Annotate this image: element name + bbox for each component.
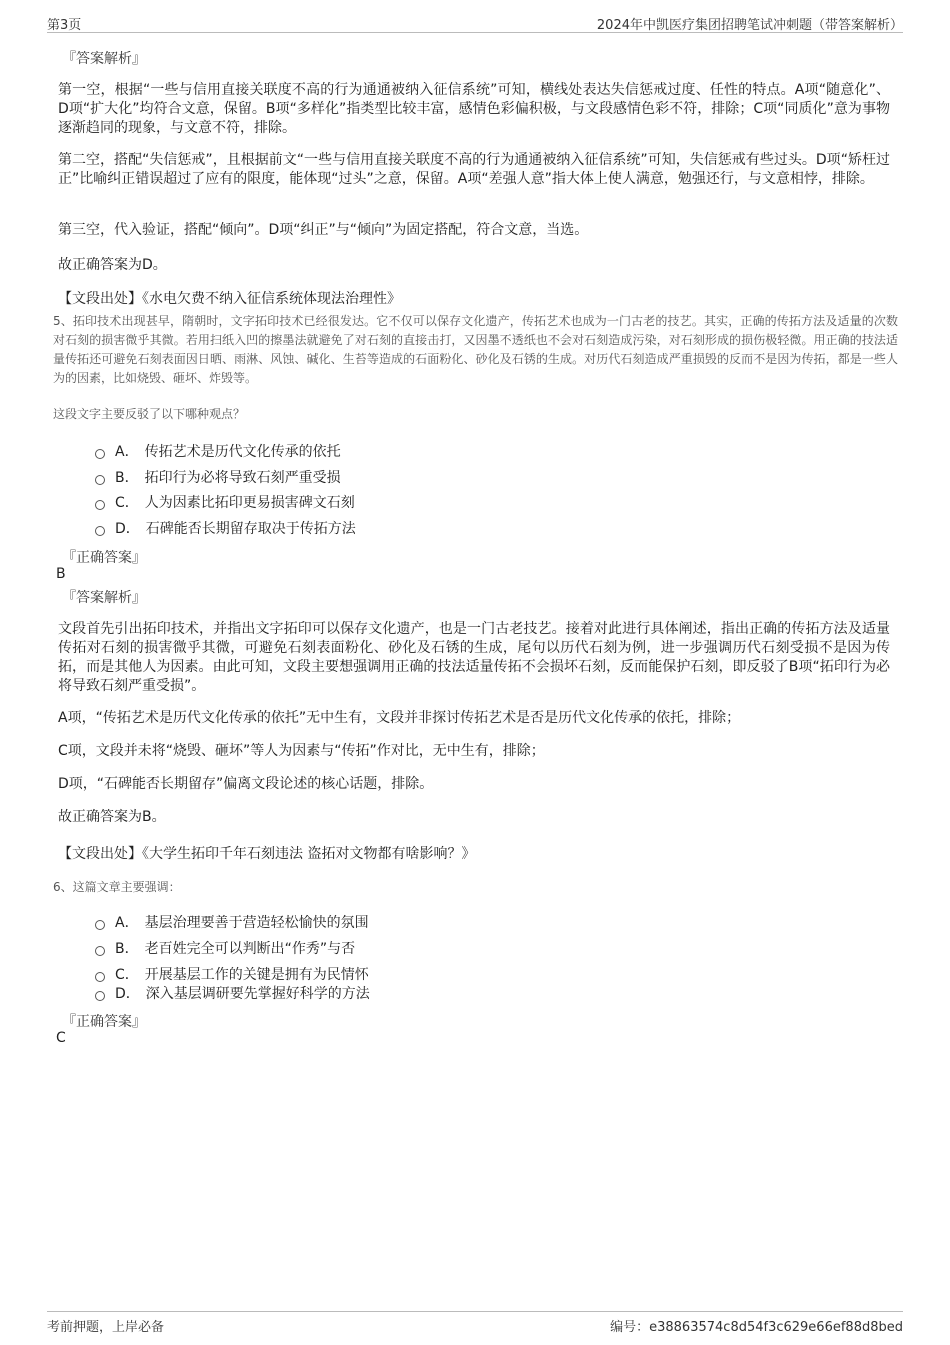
correct-answer-label: 『正确答案』 bbox=[62, 550, 146, 566]
question-text: 5、拓印技术出现甚早，隋朝时，文字拓印技术已经很发达。它不仅可以保存文化遗产，传拓艺术也成为一门古老的技艺。其实，正确的传拓方法及适量的次数对石刻的损害微乎其微。若用扫纸入凹的擦墨法就避免了对石刻的直接击打，又因墨不透纸也不会对石刻造成污染，对石刻形成的损伤极轻微。用正确的技法适量传拓还可避免石刻表面因日晒、雨淋、风蚀、碱化、生苔等造成的石面粉化、砂化及石锈的生成。对历代石刻造成严重损毁的反而不是因为传拓，都是一些人为的因素，比如烧毁、砸坏、炸毁等。 bbox=[53, 314, 898, 385]
option-letter: D． bbox=[115, 521, 140, 537]
radio-icon[interactable] bbox=[95, 449, 105, 459]
radio-icon[interactable] bbox=[95, 972, 105, 982]
option-letter: D． bbox=[115, 986, 140, 1002]
option-letter: B． bbox=[115, 941, 139, 957]
document-title: 2024年中凯医疗集团招聘笔试冲刺题（带答案解析） bbox=[596, 18, 903, 33]
option-a[interactable] bbox=[95, 441, 341, 461]
option-letter: A． bbox=[115, 915, 139, 931]
analysis-paragraph: C项，文段并未将“烧毁、砸坏”等人为因素与“传拓”作对比，无中生有，排除； bbox=[58, 743, 545, 759]
option-c[interactable] bbox=[95, 492, 355, 512]
option-letter: B． bbox=[115, 470, 139, 486]
option-text: 老百姓完全可以判断出“作秀”与否 bbox=[144, 941, 356, 957]
radio-icon[interactable] bbox=[95, 991, 105, 1001]
analysis-paragraph: D项，“石碑能否长期留存”偏离文段论述的核心话题，排除。 bbox=[58, 776, 434, 792]
analysis-paragraph: 第三空，代入验证，搭配“倾向”。D项“纠正”与“倾向”为固定搭配，符合文意，当选。 bbox=[58, 222, 589, 238]
option-text: 开展基层工作的关键是拥有为民情怀 bbox=[144, 967, 369, 983]
correct-answer: B bbox=[56, 566, 66, 582]
option-a[interactable] bbox=[95, 912, 369, 932]
option-text: 人为因素比拓印更易损害碑文石刻 bbox=[144, 495, 355, 511]
option-letter: C． bbox=[115, 967, 139, 983]
footer-slogan: 考前押题，上岸必备 bbox=[47, 1320, 165, 1335]
option-d[interactable] bbox=[95, 518, 356, 538]
option-c[interactable] bbox=[95, 964, 369, 984]
question-text: 6、这篇文章主要强调： bbox=[53, 880, 181, 894]
radio-icon[interactable] bbox=[95, 946, 105, 956]
analysis-label: 『答案解析』 bbox=[62, 51, 146, 67]
question-prompt: 这段文字主要反驳了以下哪种观点？ bbox=[53, 407, 246, 421]
option-letter: A． bbox=[115, 444, 139, 460]
option-text: 基层治理要善于营造轻松愉快的氛围 bbox=[144, 915, 369, 931]
analysis-paragraph: 第一空，根据“一些与信用直接关联度不高的行为通通被纳入征信系统”可知，横线处表达失信惩戒过度、任性的特点。A项“随意化”、D项“扩大化”均符合文意，保留。B项“多样化”指类型比较丰富，感情色彩偏积极，与文段感情色彩不符，排除；C项“同质化”意为事物逐渐趋同的现象，与文意不符，排除。 bbox=[58, 82, 890, 136]
source-citation: 【文段出处】《水电欠费不纳入征信系统体现法治理性》 bbox=[58, 291, 401, 307]
page-header bbox=[47, 10, 903, 33]
option-d[interactable] bbox=[95, 983, 370, 1003]
analysis-conclusion: 故正确答案为D。 bbox=[58, 257, 167, 273]
document-code: 编号：e38863574c8d54f3c629e66ef88d8bed bbox=[610, 1320, 903, 1335]
option-b[interactable] bbox=[95, 938, 355, 958]
analysis-conclusion: 故正确答案为B。 bbox=[58, 809, 166, 825]
option-b[interactable] bbox=[95, 467, 341, 487]
radio-icon[interactable] bbox=[95, 920, 105, 930]
option-letter: C． bbox=[115, 495, 139, 511]
correct-answer-label: 『正确答案』 bbox=[62, 1014, 146, 1030]
radio-icon[interactable] bbox=[95, 526, 105, 536]
radio-icon[interactable] bbox=[95, 500, 105, 510]
radio-icon[interactable] bbox=[95, 475, 105, 485]
analysis-paragraph: A项，“传拓艺术是历代文化传承的依托”无中生有，文段并非探讨传拓艺术是否是历代文化传承的依托，排除； bbox=[58, 710, 741, 726]
source-citation: 【文段出处】《大学生拓印千年石刻违法 盗拓对文物都有啥影响？》 bbox=[58, 846, 476, 862]
option-text: 拓印行为必将导致石刻严重受损 bbox=[144, 470, 341, 486]
page-number: 第3页 bbox=[47, 18, 82, 33]
option-text: 深入基层调研要先掌握好科学的方法 bbox=[145, 986, 370, 1002]
option-text: 传拓艺术是历代文化传承的依托 bbox=[144, 444, 341, 460]
correct-answer: C bbox=[56, 1030, 66, 1046]
page-footer bbox=[47, 1311, 903, 1336]
option-text: 石碑能否长期留存取决于传拓方法 bbox=[145, 521, 356, 537]
analysis-paragraph: 文段首先引出拓印技术，并指出文字拓印可以保存文化遗产，也是一门古老技艺。接着对此进行具体阐述，指出正确的传拓方法及适量传拓对石刻的损害微乎其微，可避免石刻表面粉化、砂化及石锈的生成，尾句以历代石刻为例，进一步强调历代石刻受损不是因为传拓，而是其他人为因素。由此可知，文段主要想强调用正确的技法适量传拓不会损坏石刻，反而能保护石刻，即反驳了B项“拓印行为必将导致石刻严重受损”。 bbox=[58, 621, 890, 694]
analysis-label: 『答案解析』 bbox=[62, 590, 146, 606]
analysis-paragraph: 第二空，搭配“失信惩戒”，且根据前文“一些与信用直接关联度不高的行为通通被纳入征信系统”可知，失信惩戒有些过头。D项“矫枉过正”比喻纠正错误超过了应有的限度，能体现“过头”之意，保留。A项“差强人意”指大体上使人满意，勉强还行，与文意相悖，排除。 bbox=[58, 152, 890, 187]
